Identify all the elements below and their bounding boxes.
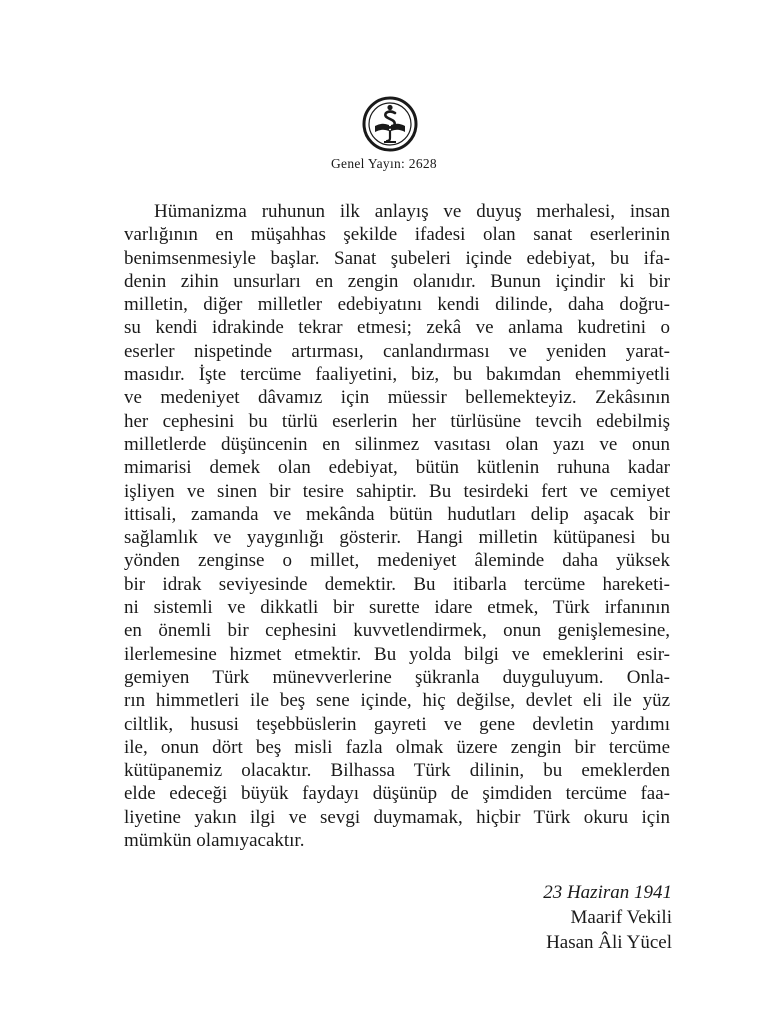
text-line: gemiyen Türk münevverlerine şükranla duyguluyum. Onla- [124, 666, 670, 688]
text-line: yönden zenginse o millet, medeniyet âleminde daha yüksek [124, 550, 670, 572]
text-line: mümkün olamıyacaktır. [124, 830, 305, 852]
text-line: benimsenmesiyle başlar. Sanat şubeleri içinde edebiyat, bu ifa- [124, 247, 670, 269]
text-line: denin zihin unsurları en zengin olanıdır. Bunun içindir ki bir [124, 270, 670, 292]
text-line: her cephesini bu türlü eserlerin her türlüsüne tevcih edebilmiş [124, 410, 670, 432]
signature-name: Hasan Âli Yücel [546, 932, 672, 953]
is-bankasi-emblem-icon [362, 96, 418, 152]
text-line: ilerlemesine hizmet etmektir. Bu yolda bilgi ve emeklerini esir- [124, 643, 670, 665]
signature-date: 23 Haziran 1941 [543, 882, 672, 903]
text-line: rın himmetleri ile beş sene içinde, hiç değilse, devlet eli ile yüz [124, 690, 670, 712]
text-line: liyetine yakın ilgi ve sevgi duymamak, hiçbir Türk okuru için [124, 806, 670, 828]
text-line: milletin, diğer milletler edebiyatını kendi dilinde, daha doğru- [124, 294, 670, 316]
text-line: masıdır. İşte tercüme faaliyetini, biz, bu bakımdan ehemmiyetli [124, 364, 670, 386]
text-line: mimarisi demek olan edebiyat, bütün kütlenin ruhuna kadar [124, 457, 670, 479]
text-line: ittisali, zamanda ve mekânda bütün hudutları delip aşacak bir [124, 503, 670, 525]
text-line: en önemli bir cephesini kuvvetlendirmek, onun genişlemesine, [124, 620, 670, 642]
text-line: ile, onun dört beş misli fazla olmak üzere zengin bir tercüme [124, 736, 670, 758]
text-line: ni sistemli ve dikkatli bir surette idare etmek, Türk irfanının [124, 597, 670, 619]
text-line: ve medeniyet dâvamız için müessir bellemekteyiz. Zekâsının [124, 387, 670, 409]
series-number: Genel Yayın: 2628 [331, 156, 437, 171]
text-line: işliyen ve sinen bir tesire sahiptir. Bu tesirdeki fert ve cemiyet [124, 480, 670, 502]
text-line: ciltlik, hususi teşebbüslerin gayreti ve gene devletin yardımı [124, 713, 670, 735]
text-line: sağlamlık ve yaygınlığı gösterir. Hangi milletin kütüpanesi bu [124, 527, 670, 549]
text-line: Hümanizma ruhunun ilk anlayış ve duyuş merhalesi, insan [154, 201, 670, 222]
text-line: su kendi idrakinde tekrar etmesi; zekâ ve anlama kudretini o [124, 317, 670, 339]
text-line: varlığının en müşahhas şekilde ifadesi olan sanat eserlerinin [124, 224, 670, 246]
text-line: bir idrak seviyesinde demektir. Bu itibarla tercüme hareketi- [124, 573, 670, 595]
text-line: kütüpanemiz olacaktır. Bilhassa Türk dilinin, bu emeklerden [124, 760, 670, 782]
signature-title: Maarif Vekili [570, 907, 672, 928]
text-line: eserler nispetinde artırması, canlandırması ve yeniden yarat- [124, 340, 670, 362]
text-line: milletlerde düşüncenin en silinmez vasıtası olan yazı ve onun [124, 433, 670, 455]
text-line: elde edeceği büyük faydayı düşünüp de şimdiden tercüme faa- [124, 783, 670, 805]
signature-block [543, 880, 672, 955]
body-paragraph [124, 200, 670, 852]
